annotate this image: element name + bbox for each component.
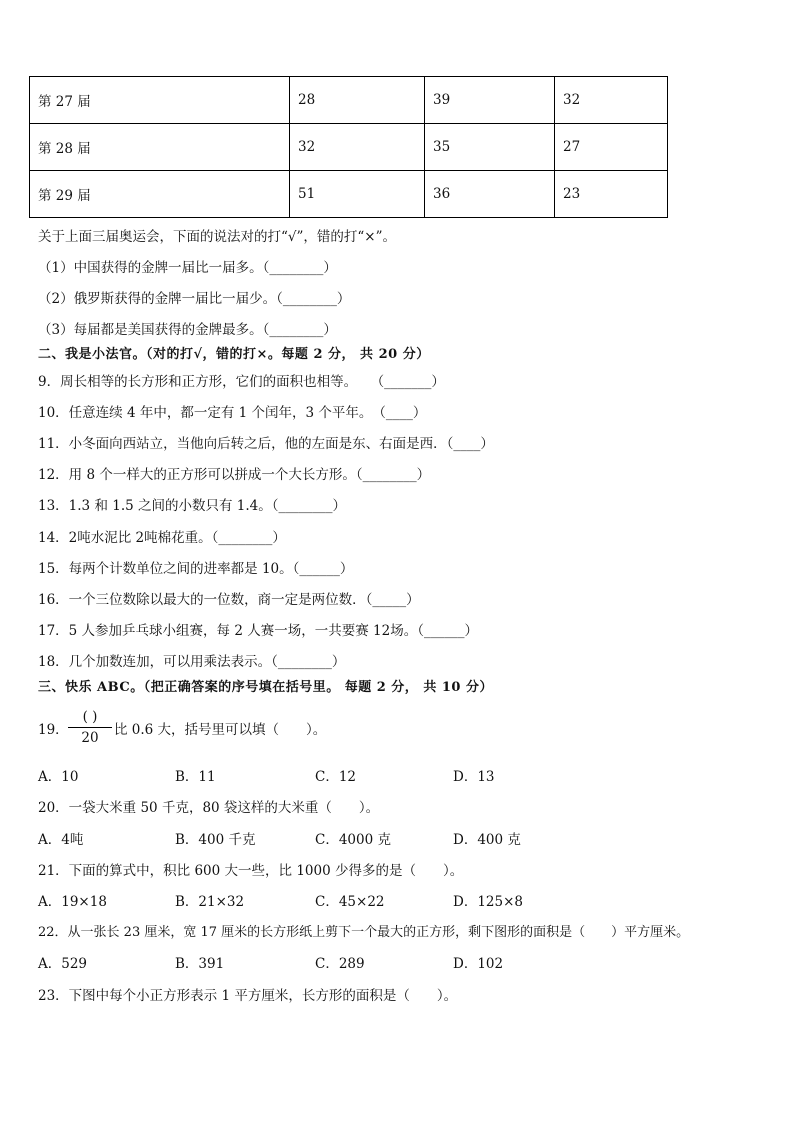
question-text: 23．下图中每个小正方形表示 1 平方厘米，长方形的面积是（ ）。 xyxy=(38,988,458,1004)
fraction-numerator: ( ) xyxy=(82,709,98,725)
table-cell: 39 xyxy=(425,77,555,124)
table-cell: 51 xyxy=(290,171,425,218)
option-c: C．12 xyxy=(315,769,357,785)
table-cell: 32 xyxy=(555,77,668,124)
option-d: D．13 xyxy=(453,769,495,785)
table-cell: 32 xyxy=(290,124,425,171)
option-a: A．10 xyxy=(38,769,79,785)
judgment-item: （3）每届都是美国获得的金牌最多。（________） xyxy=(38,322,337,338)
question-item: 13．1.3 和 1.5 之间的小数只有 1.4。（________） xyxy=(38,498,347,514)
question-text: 比 0.6 大，括号里可以填（ ）。 xyxy=(114,722,327,738)
table-row xyxy=(30,77,668,124)
option-b: B．400 千克 xyxy=(175,832,256,848)
option-a: A．529 xyxy=(38,956,88,972)
judgment-item: （2）俄罗斯获得的金牌一届比一届少。（________） xyxy=(38,291,351,307)
table-cell: 第 27 届 xyxy=(30,77,290,124)
question-item: 12．用 8 个一样大的正方形可以拼成一个大长方形。（________） xyxy=(38,467,431,483)
question-number: 19． xyxy=(38,722,69,738)
option-d: D．125×8 xyxy=(453,894,523,910)
table-row xyxy=(30,171,668,218)
option-b: B．21×32 xyxy=(175,894,245,910)
medal-table xyxy=(29,76,668,218)
question-item: 16．一个三位数除以最大的一位数，商一定是两位数．（_____） xyxy=(38,592,420,608)
question-text: 22．从一张长 23 厘米，宽 17 厘米的长方形纸上剪下一个最大的正方形，剩下图形的面积是（ ）平方厘米。 xyxy=(38,925,690,940)
table-cell: 第 28 届 xyxy=(30,124,290,171)
option-a: A．4吨 xyxy=(38,832,84,848)
question-item: 10．任意连续 4 年中，都一定有 1 个闰年，3 个平年。 （____） xyxy=(38,405,427,421)
option-c: C．4000 克 xyxy=(315,832,391,848)
table-cell: 35 xyxy=(425,124,555,171)
option-d: D．102 xyxy=(453,956,504,972)
question-item: 15．每两个计数单位之间的进率都是 10。（______） xyxy=(38,561,354,577)
intro-text: 关于上面三届奥运会，下面的说法对的打“√”，错的打“×”。 xyxy=(38,229,397,245)
question-item: 18．几个加数连加，可以用乘法表示。（________） xyxy=(38,654,346,670)
fraction-denominator: 20 xyxy=(81,730,99,746)
option-b: B．11 xyxy=(175,769,216,785)
section-title: 二、我是小法官。（对的打√，错的打×。每题 2 分， 共 20 分） xyxy=(38,347,430,362)
option-d: D．400 克 xyxy=(453,832,521,848)
option-c: C．45×22 xyxy=(315,894,385,910)
fraction-bar xyxy=(68,727,112,728)
table-row xyxy=(30,124,668,171)
option-b: B．391 xyxy=(175,956,225,972)
section-title: 三、快乐 ABC。（把正确答案的序号填在括号里。 每题 2 分， 共 10 分） xyxy=(38,680,493,695)
option-c: C．289 xyxy=(315,956,365,972)
option-a: A．19×18 xyxy=(38,894,107,910)
question-text: 20．一袋大米重 50 千克，80 袋这样的大米重（ ）。 xyxy=(38,800,380,816)
table-cell: 27 xyxy=(555,124,668,171)
question-text: 21．下面的算式中，积比 600 大一些，比 1000 少得多的是（ ）。 xyxy=(38,863,464,879)
fraction xyxy=(68,708,112,747)
question-item: 17．5 人参加乒乓球小组赛，每 2 人赛一场，一共要赛 12场。（______） xyxy=(38,623,478,639)
table-cell: 36 xyxy=(425,171,555,218)
judgment-item: （1）中国获得的金牌一届比一届多。（________） xyxy=(38,260,337,276)
table-cell: 第 29 届 xyxy=(30,171,290,218)
question-item: 9．周长相等的长方形和正方形，它们的面积也相等。 （_______） xyxy=(38,374,445,390)
question-item: 14．2吨水泥比 2吨棉花重。（________） xyxy=(38,530,286,546)
table-cell: 23 xyxy=(555,171,668,218)
table-cell: 28 xyxy=(290,77,425,124)
question-item: 11．小冬面向西站立，当他向后转之后，他的左面是东、右面是西．（____） xyxy=(38,436,494,452)
